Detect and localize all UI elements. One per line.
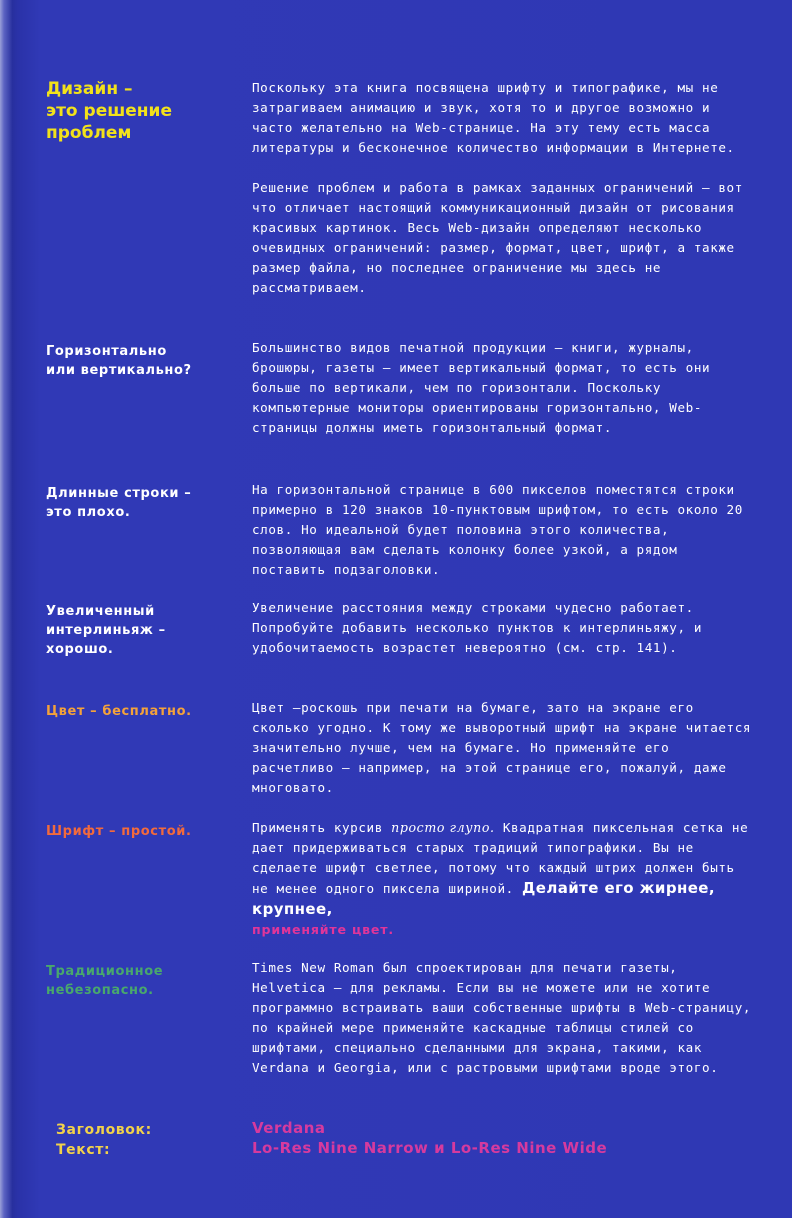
footer-heading-font: Verdana: [252, 1119, 326, 1137]
body-block-font: [252, 818, 752, 940]
magenta-phrase: применяйте цвет.: [252, 922, 394, 937]
paragraph: Увеличение расстояния между строками чудесно работает. Попробуйте добавить несколько пунктов к интерлиньяжу, и удобочитаемость возрастет невероятно (см. стр. 141).: [252, 600, 703, 655]
body-block-color: [252, 698, 752, 798]
paragraph: Большинство видов печатной продукции – книги, журналы, брошюры, газеты – имеет вертикальный формат, то есть они больше по вертикали, чем по горизонтали. Поскольку компьютерные мониторы ориентированы горизонтально, Web-страницы должны иметь горизонтальный формат.: [252, 340, 711, 435]
paragraph: Поскольку эта книга посвящена шрифту и типографике, мы не затрагиваем анимацию и звук, хотя то и другое возможно и часто желательно на Web-странице. На эту тему есть масса литературы и бесконечное количество информации в Интернете.: [252, 80, 735, 155]
sidebar-heading-design: Дизайн – это решение проблем: [46, 79, 172, 143]
footer-fonts: [252, 1118, 772, 1158]
body-block-leading: [252, 598, 752, 658]
body-block-traditional: [252, 958, 752, 1078]
text-run: Применять курсив: [252, 820, 392, 835]
footer-label: Заголовок: Текст:: [56, 1122, 152, 1158]
body-block-design: [252, 78, 752, 298]
paragraph: Решение проблем и работа в рамках заданных ограничений – вот что отличает настоящий коммуникационный дизайн от рисования красивых картинок. Весь Web-дизайн определяют несколько очевидных ограничений: размер, формат, цвет, шрифт, а также размер файла, но последнее ограничение мы здесь не рассматриваем.: [252, 180, 743, 295]
paragraph: Times New Roman был спроектирован для печати газеты, Helvetica – для рекламы. Если вы не можете или не хотите программно встраивать ваши собственные шрифты в Web-страницу, по крайней мере применяйте каскадные таблицы стилей со шрифтами, специально сделанными для экрана, такими, как Verdana и Georgia, или с растровыми шрифтами вроде этого.: [252, 960, 752, 1075]
footer-text-font: Lo-Res Nine Narrow и Lo-Res Nine Wide: [252, 1139, 608, 1157]
book-binding-edge: [0, 0, 12, 1218]
sidebar-heading-long-lines: Длинные строки – это плохо.: [46, 486, 192, 520]
sidebar-heading-color: Цвет – бесплатно.: [46, 704, 192, 719]
text-run: Квадратная пиксельная сетка не дает придерживаться старых традиций типографики. Вы не сделаете шрифт светлее, потому что каждый штрих должен быть не менее одного пиксела шириной.: [252, 820, 749, 896]
italic-phrase: просто глупо.: [391, 820, 495, 835]
sidebar-heading-traditional: Традиционное небезопасно.: [46, 964, 164, 998]
bold-phrase: Делайте его жирнее, крупнее,: [252, 879, 715, 918]
paragraph: [252, 818, 752, 940]
body-block-orientation: [252, 338, 752, 438]
paragraph: На горизонтальной странице в 600 пикселов поместятся строки примерно в 120 знаков 10-пунктовым шрифтом, то есть около 20 слов. Но идеальной будет половина этого количества, позволяющая вам сделать колонку более узкой, а рядом поставить подзаголовки.: [252, 482, 743, 577]
sidebar-heading-leading: Увеличенный интерлиньяж – хорошо.: [46, 604, 166, 657]
body-block-long-lines: [252, 480, 752, 580]
paragraph: Цвет –роскошь при печати на бумаге, зато на экране его сколько угодно. К тому же выворотный шрифт на экране читается значительно лучше, чем на бумаге. Но применяйте его расчетливо – например, на этой странице его, пожалуй, даже многовато.: [252, 700, 752, 795]
sidebar-heading-orientation: Горизонтально или вертикально?: [46, 344, 192, 378]
sidebar-heading-font: Шрифт – простой.: [46, 824, 192, 839]
